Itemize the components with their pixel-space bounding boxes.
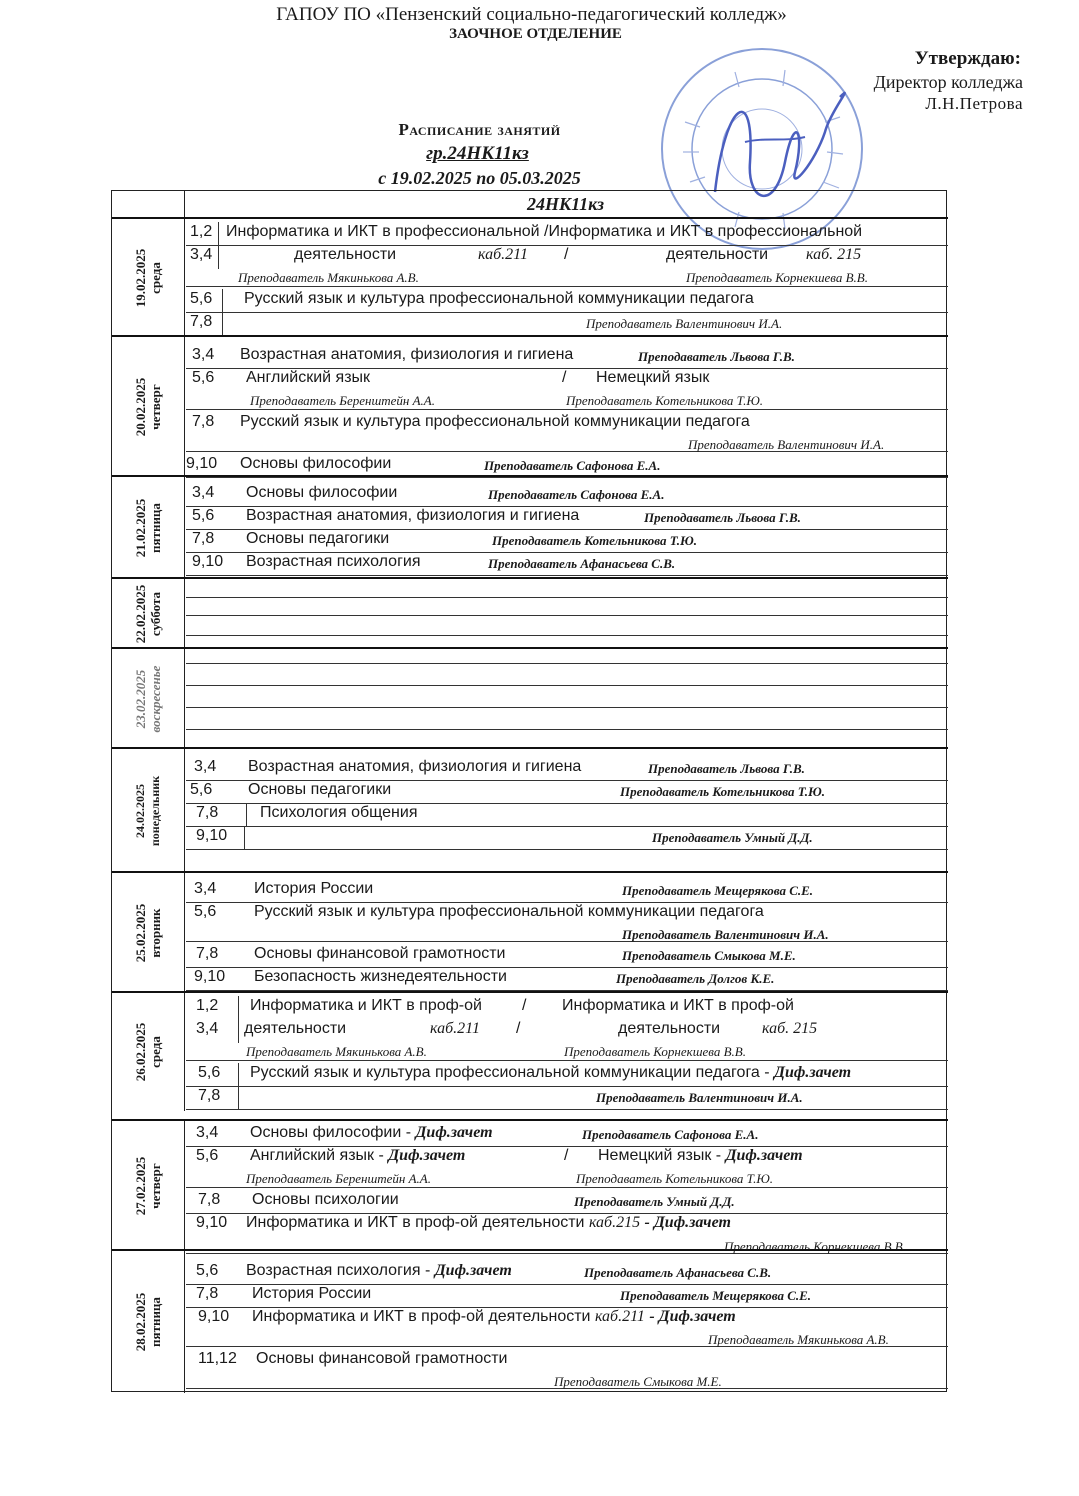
lesson-row: 5,6 Английский язык / Немецкий язык bbox=[192, 369, 710, 386]
lesson-row: 3,4 Основы философии Преподаватель Сафонова Е.А. bbox=[186, 483, 948, 507]
day-label: 20.02.2025 четверг bbox=[112, 337, 185, 477]
lesson-row: 11,12 Основы финансовой грамотности bbox=[198, 1350, 508, 1367]
empty-row bbox=[186, 663, 948, 664]
day-label: 27.02.2025 четверг bbox=[112, 1121, 185, 1251]
lesson-row: 5,6 Русский язык и культура профессиональной коммуникации педагога bbox=[186, 289, 948, 313]
lesson-row: 3,4 Возрастная анатомия, физиология и гигиена Преподаватель Львова Г.В. bbox=[186, 345, 948, 369]
director-name: Л.Н.Петрова bbox=[925, 94, 1023, 113]
teacher-row: Преподаватель Мякинькова А.В. bbox=[186, 1328, 948, 1347]
day-block bbox=[112, 475, 948, 579]
empty-row bbox=[186, 635, 948, 636]
day-block bbox=[112, 1119, 948, 1254]
lesson-row: 9,10 Преподаватель Умный Д.Д. bbox=[186, 826, 948, 850]
group-column-header: 24НК11кз bbox=[184, 191, 946, 217]
lesson-row: 7,8 Психология общения bbox=[186, 803, 948, 827]
lesson-row: 9,10 Возрастная психология Преподаватель Афанасьева С.В. bbox=[186, 552, 948, 576]
teacher-row: Преподаватель Мякинькова А.В. Преподаватель Корнекшева В.В. bbox=[186, 266, 948, 287]
day-label: 22.02.2025 суббота bbox=[112, 579, 185, 649]
lesson-row: 5,6 Русский язык и культура профессиональной коммуникации педагога bbox=[194, 903, 764, 920]
lesson-row: 7,8 Основы финансовой грамотности Преподаватель Смыкова М.Е. bbox=[186, 944, 948, 968]
schedule-title: Расписание занятий bbox=[398, 120, 561, 139]
day-label: 26.02.2025 среда bbox=[112, 993, 185, 1111]
group-name: гр.24НК11кз bbox=[426, 143, 529, 164]
day-label: 24.02.2025 понедельник bbox=[112, 749, 185, 873]
lesson-row: 5,6 Русский язык и культура профессиональной коммуникации педагога - Диф.зачет bbox=[186, 1063, 948, 1087]
lesson-row: 5,6 Возрастная психология - Диф.зачет Преподаватель Афанасьева С.В. bbox=[186, 1261, 948, 1285]
director-title: Директор колледжа bbox=[873, 72, 1023, 92]
lesson-row: 7,8 Основы психологии Преподаватель Умный Д.Д. bbox=[186, 1190, 948, 1214]
lesson-row: 3,4 Возрастная анатомия, физиология и гигиена Преподаватель Львова Г.В. bbox=[186, 757, 948, 781]
day-label: 25.02.2025 вторник bbox=[112, 873, 185, 993]
empty-row bbox=[186, 685, 948, 686]
lesson-row: 9,10 Информатика и ИКТ в проф-ой деятельности каб.211 - Диф.зачет bbox=[198, 1308, 736, 1325]
teacher-row: Преподаватель Беренштейн А.А. Преподаватель Котельникова Т.Ю. bbox=[186, 389, 948, 410]
approve-label: Утверждаю: bbox=[914, 48, 1021, 69]
day-block bbox=[112, 991, 948, 1111]
department-name: ЗАОЧНОЕ ОТДЕЛЕНИЕ bbox=[449, 26, 622, 42]
schedule-table bbox=[111, 190, 947, 1392]
empty-row bbox=[186, 707, 948, 708]
lesson-row: 7,8 Преподаватель Валентинович И.А. bbox=[186, 312, 948, 336]
lesson-row: 7,8 Преподаватель Валентинович И.А. bbox=[186, 1086, 948, 1110]
day-label: 21.02.2025 пятница bbox=[112, 477, 185, 579]
lesson-row: 5,6 Возрастная анатомия, физиология и гигиена Преподаватель Львова Г.В. bbox=[186, 506, 948, 530]
lesson-row: 3,4 деятельности каб.211 / деятельности каб. 215 bbox=[186, 1019, 948, 1042]
teacher-row: Преподаватель Валентинович И.А. bbox=[186, 923, 948, 942]
lesson-row: 7,8 Основы педагогики Преподаватель Котельникова Т.Ю. bbox=[186, 529, 948, 553]
lesson-row: 1,2 Информатика и ИКТ в профессиональной /Информатика и ИКТ в профессиональной bbox=[186, 222, 948, 246]
teacher-row: Преподаватель Корнекшева В.В bbox=[186, 1235, 948, 1254]
lesson-row: 9,10 Безопасность жизнедеятельности Преподаватель Долгов К.Е. bbox=[186, 967, 948, 991]
lesson-row: 9,10 Информатика и ИКТ в проф-ой деятельности каб.215 - Диф.зачет bbox=[196, 1214, 731, 1231]
lesson-row: 9,10 Основы философии Преподаватель Сафонова Е.А. bbox=[186, 454, 948, 478]
day-block bbox=[112, 1249, 948, 1393]
lesson-row: 7,8 Русский язык и культура профессиональной коммуникации педагога bbox=[192, 413, 750, 430]
table-header-row bbox=[112, 191, 946, 219]
lesson-row: 7,8 История России Преподаватель Мещерякова С.Е. bbox=[186, 1284, 948, 1308]
lesson-row: 3,4 Основы философии - Диф.зачет Преподаватель Сафонова Е.А. bbox=[186, 1123, 948, 1147]
day-block bbox=[112, 577, 948, 649]
lesson-row: 3,4 История России Преподаватель Мещерякова С.Е. bbox=[186, 879, 948, 903]
day-label: 19.02.2025 среда bbox=[112, 219, 185, 337]
day-block bbox=[112, 871, 948, 993]
day-block bbox=[112, 335, 948, 477]
empty-row bbox=[186, 615, 948, 616]
teacher-row: Преподаватель Мякинькова А.В. Преподаватель Корнекшева В.В. bbox=[186, 1040, 948, 1061]
day-label: 23.02.2025 воскресенье bbox=[112, 649, 185, 749]
empty-row bbox=[186, 597, 948, 598]
day-block bbox=[112, 217, 948, 337]
day-block bbox=[112, 647, 948, 749]
lesson-row: 5,6 Основы педагогики Преподаватель Котельникова Т.Ю. bbox=[186, 780, 948, 804]
empty-row bbox=[186, 729, 948, 730]
lesson-row: 3,4 деятельности каб.211 / деятельности каб. 215 bbox=[186, 245, 948, 268]
teacher-row: Преподаватель Беренштейн А.А. Преподаватель Котельникова Т.Ю. bbox=[186, 1167, 948, 1188]
teacher-row: Преподаватель Смыкова М.Е. bbox=[186, 1370, 948, 1389]
day-block bbox=[112, 747, 948, 873]
teacher-row: Преподаватель Валентинович И.А. bbox=[186, 433, 948, 452]
college-name: ГАПОУ ПО «Пензенский социально-педагогический колледж» bbox=[276, 4, 787, 25]
lesson-row: 1,2 Информатика и ИКТ в проф-ой / Информатика и ИКТ в проф-ой bbox=[186, 996, 948, 1019]
schedule-period: с 19.02.2025 по 05.03.2025 bbox=[378, 168, 581, 188]
lesson-row: 5,6 Английский язык - Диф.зачет / Немецкий язык - Диф.зачет bbox=[196, 1147, 803, 1164]
day-label: 28.02.2025 пятница bbox=[112, 1251, 185, 1393]
